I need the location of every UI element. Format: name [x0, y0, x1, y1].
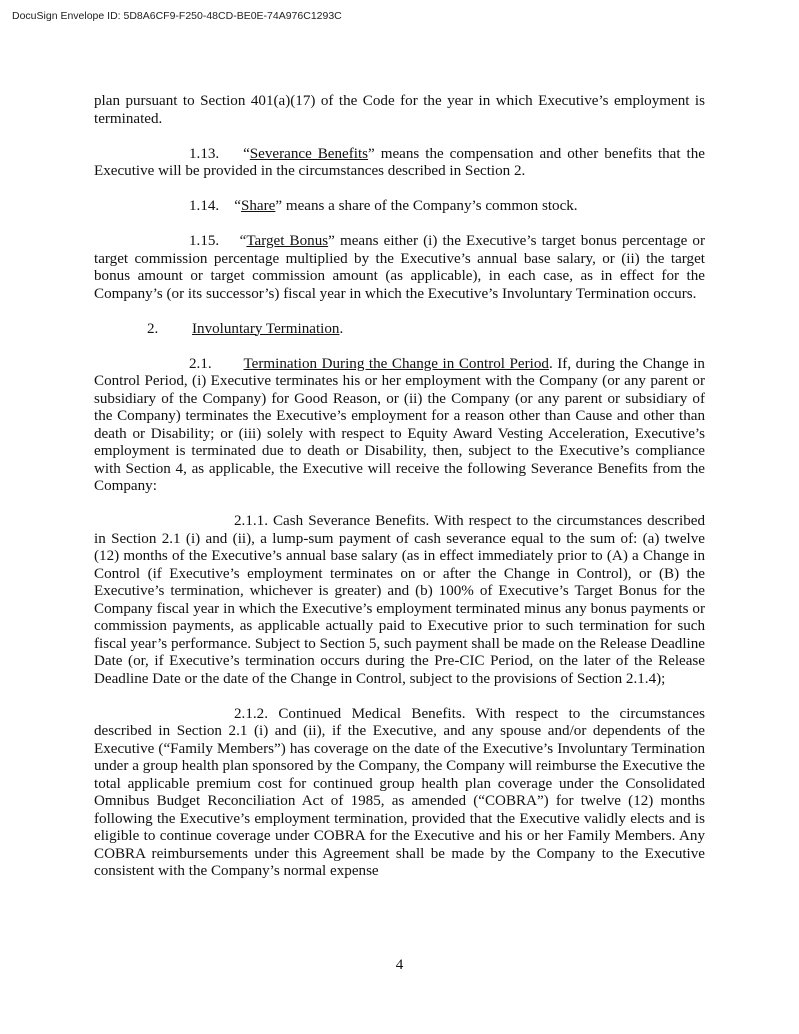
page-number: 4 [395, 957, 404, 973]
section-2-1-1: 2.1.1. Cash Severance Benefits. With respect to the circumstances described in Section 2.1 (i) and (ii), a lump-sum payment of cash severance equal to the sum of: (a) twelve (12) months of the Executive’s annual base salary (as in effect immediately prior to (A) a Change in Control (if Executive’s employment terminates on or after the Change in Control), or (B) the Executive’s termination, whichever is greater) and (b) 100% of Executive’s Target Bonus for the Company fiscal year in which the Executive’s employment terminated minus any bonus payments or commission payments, as applicable actually paid to Executive prior to such termination for such fiscal year’s performance. Subject to Section 5, such payment shall be made on the Release Deadline Date (or, if Executive’s termination occurs during the Pre-CIC Period, on the later of the Release Deadline Date or the date of the Change in Control, subject to the provisions of Section 2.1.4); [94, 513, 705, 687]
paragraph-continuation: plan pursuant to Section 401(a)(17) of the Code for the year in which Executive’s employment is terminated. [94, 93, 705, 127]
defined-term: Target Bonus [246, 233, 329, 249]
section-number: 2.1. [189, 355, 212, 372]
defined-term: Severance Benefits [249, 145, 369, 162]
open-quote: “ [239, 233, 247, 249]
close-quote: ” [328, 233, 335, 249]
section-number: 1.13. [189, 145, 220, 162]
close-quote: ” [275, 198, 283, 214]
section-number: 1.14. [189, 198, 220, 214]
document-body [94, 93, 705, 881]
defined-term: Share [240, 198, 276, 214]
open-quote: “ [243, 145, 250, 162]
section-number: 1.15. [189, 233, 220, 249]
definition-1-15 [94, 233, 705, 303]
definition-1-13 [94, 146, 705, 181]
definition-1-14 [94, 198, 705, 216]
envelope-id: DocuSign Envelope ID: 5D8A6CF9-F250-48CD-BE0E-74A976C1293C [12, 10, 342, 22]
definition-text: means either (i) the Executive’s target bonus percentage or target commission percentage multiplied by the Executive’s annual base salary, or (ii) the target bonus amount or target commission amount (as applicable), in each case, as in effect for the Company’s (or its successor’s) fiscal year in which the Executive’s Involuntary Termination occurs. [94, 233, 706, 302]
section-2-1 [94, 356, 705, 496]
section-2-1-2: 2.1.2. Continued Medical Benefits. With respect to the circumstances described in Section 2.1 (i) and (ii), if the Executive, and any spouse and/or dependents of the Executive (“Family Members”) has coverage on the date of the Executive’s Involuntary Termination under a group health plan sponsored by the Company, the Company will reimburse the Executive the total applicable premium cost for continued group health plan coverage under the Consolidated Omnibus Budget Reconciliation Act of 1985, as amended (“COBRA”) for twelve (12) months following the Executive’s employment termination, provided that the Executive validly elects and is eligible to continue coverage under COBRA for the Executive and his or her Family Members. Any COBRA reimbursements under this Agreement shall be made by the Company to the Executive consistent with the Company’s normal expense [94, 705, 705, 879]
period: . [339, 320, 344, 337]
definition-text: means the compensation and other benefits that the Executive will be provided in the circumstances described in Section 2. [94, 145, 705, 179]
section-number: 2. [147, 320, 159, 337]
section-text: . If, during the Change in Control Period, (i) Executive terminates his or her employment with the Company (or any parent or subsidiary of the Company) for Good Reason, or (ii) the Company (or any parent or subsidiary of the Company) terminates the Executive’s employment for a reason other than Cause and other than death or Disability; or (iii) solely with respect to Equity Award Vesting Acceleration, Executive’s employment is terminated due to death or Disability, then, subject to the Executive’s compliance with Section 4, as applicable, the Executive will receive the following Severance Benefits from the Company: [94, 355, 705, 494]
section-title: Involuntary Termination [192, 320, 340, 337]
close-quote: ” [368, 145, 375, 162]
open-quote: “ [234, 198, 241, 214]
section-title: Termination During the Change in Control Period [243, 355, 549, 372]
section-2-heading [94, 321, 705, 339]
definition-text: means a share of the Company’s common stock. [282, 198, 578, 214]
